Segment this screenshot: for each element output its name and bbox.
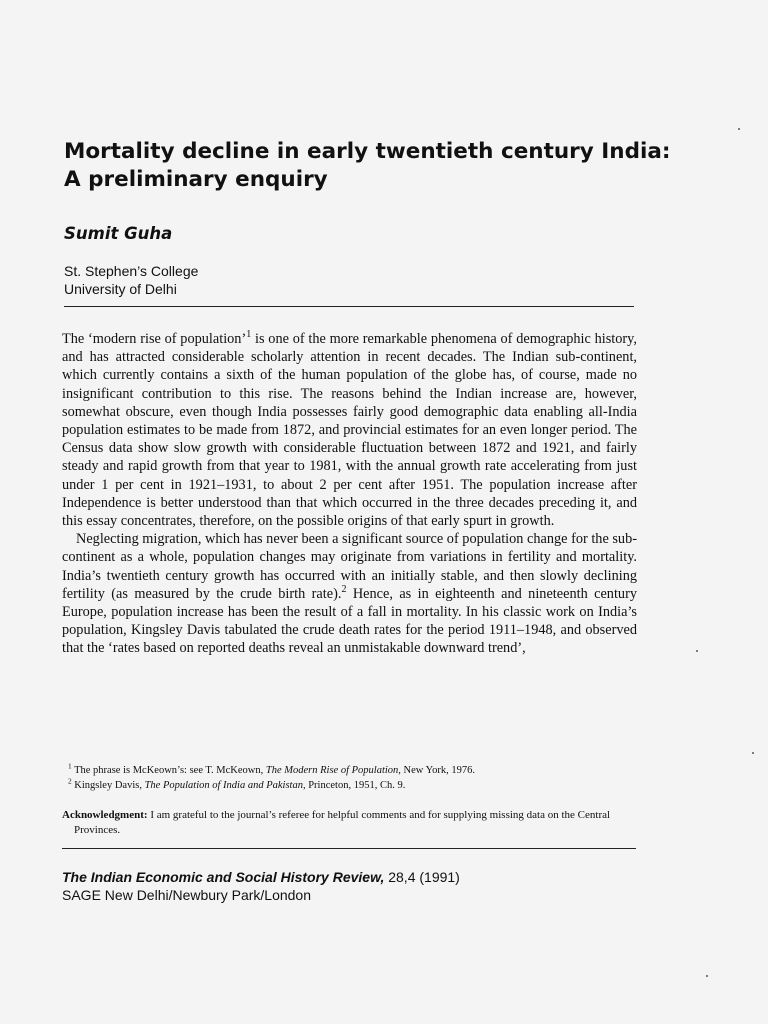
footnote-number: 2	[68, 776, 72, 786]
body-paragraph	[62, 530, 637, 657]
footnote-text: The phrase is McKeown’s: see T. McKeown,	[71, 765, 266, 776]
footnote	[62, 763, 637, 778]
journal-name: The Indian Economic and Social History Review,	[62, 869, 385, 885]
acknowledgment	[62, 808, 637, 838]
body-paragraph	[62, 330, 637, 530]
footnote-number: 1	[68, 761, 72, 771]
paragraph-text: is one of the more remarkable phenomena of demographic history, and has attracted considerable scholarly attention in recent decades. The Indian sub-continent, which currently contains a sixth of the human population of the globe has, of course, made no insignificant contribution to this rise. The reasons behind the Indian increase are, however, somewhat obscure, even though India possesses fairly good demographic data enabling all-India population estimates to be made from 1872, and provincial estimates for an even longer period. The Census data show slow growth with considerable fluctuation between 1872 and 1921, and fairly steady and rapid growth from that year to 1981, with the annual growth rate accelerating from just under 1 per cent in 1921–1931, to about 2 per cent after 1951. The population increase after Independence is better understood than that which occurred in the three decades preceding it, and this essay concentrates, therefore, on the possible origins of that early spurt in growth.	[62, 331, 637, 530]
affiliation-university: University of Delhi	[64, 281, 177, 297]
scan-speck	[706, 975, 708, 977]
article-title: Mortality decline in early twentieth century India: A preliminary enquiry	[64, 139, 671, 192]
scan-speck	[738, 128, 740, 130]
footnote-text: , Princeton, 1951, Ch. 9.	[302, 780, 406, 791]
footnote-work-title: The Modern Rise of Population	[265, 765, 399, 776]
scan-speck	[696, 650, 698, 652]
footnotes	[62, 763, 637, 793]
paragraph-text: Neglecting migration, which has never been a significant source of population change for the sub-continent as a whole, population changes may originate from variations in fertility and mortality. India’s twentieth century growth has occurred with an initially stable, and then slowly declining fertility (as measured by the crude birth rate).	[62, 531, 637, 602]
footnote-text: Kingsley Davis,	[71, 780, 145, 791]
footnote-text: , New York, 1976.	[398, 765, 476, 776]
footnote-marker: 2	[341, 584, 347, 596]
header-divider	[64, 306, 634, 307]
scan-speck	[752, 752, 754, 754]
acknowledgment-label: Acknowledgment:	[62, 809, 148, 821]
footnote	[62, 778, 637, 793]
author-name: Sumit Guha	[64, 224, 173, 243]
paragraph-text: Hence, as in eighteenth and nineteenth century Europe, population increase has been the result of a fall in mortality. In his classic work on India’s population, Kingsley Davis tabulated the crude death rates for the period 1911–1948, and observed that the ‘rates based on reported deaths reveal an unmistakable downward trend’,	[62, 585, 637, 657]
affiliation-college: St. Stephen’s College	[64, 263, 199, 279]
article-body	[62, 330, 637, 658]
author-affiliation	[64, 262, 198, 298]
footer-divider	[62, 848, 636, 849]
footnote-work-title: The Population of India and Pakistan	[144, 780, 303, 791]
acknowledgment-text: I am grateful to the journal’s referee for helpful comments and for supplying missing data on the Central Provinces.	[74, 809, 611, 836]
journal-citation	[62, 868, 662, 904]
journal-publisher: SAGE New Delhi/Newbury Park/London	[62, 887, 312, 903]
paragraph-text: The ‘modern rise of population’	[62, 331, 247, 347]
footnote-marker: 1	[246, 329, 252, 341]
journal-issue: 28,4 (1991)	[384, 869, 460, 885]
